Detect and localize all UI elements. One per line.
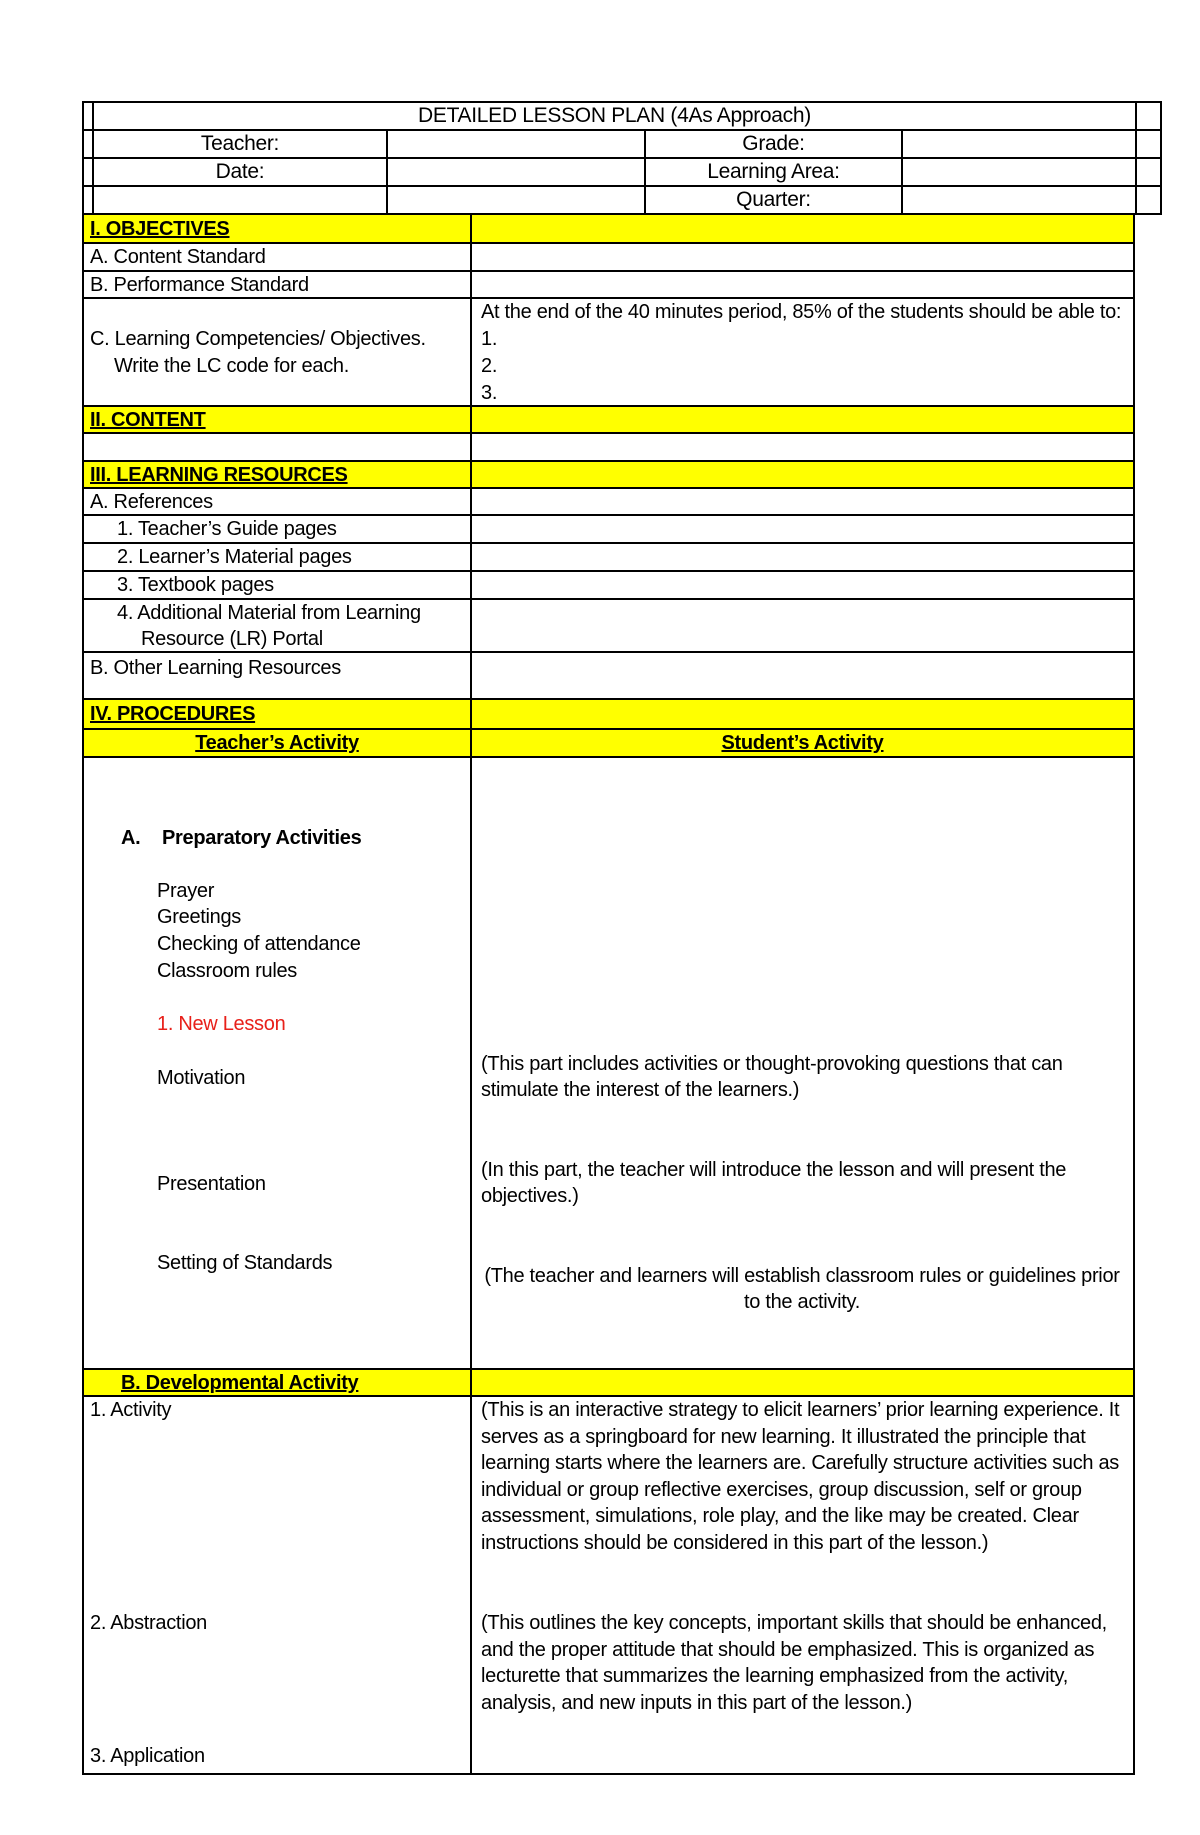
lesson-plan-title: DETAILED LESSON PLAN (4As Approach) bbox=[418, 104, 811, 127]
performance-standard-label: B. Performance Standard bbox=[90, 274, 309, 296]
learners-material-label: 2. Learner’s Material pages bbox=[117, 546, 352, 568]
prep-item: Checking of attendance bbox=[157, 933, 361, 955]
content-field[interactable] bbox=[472, 434, 1133, 460]
motivation-label: Motivation bbox=[157, 1067, 246, 1089]
prep-letter: A. bbox=[121, 827, 141, 849]
objective-item: 3. bbox=[481, 382, 498, 404]
prep-item: Prayer bbox=[157, 880, 215, 902]
learners-material-field[interactable] bbox=[472, 544, 1133, 570]
grade-label: Grade: bbox=[742, 132, 805, 155]
performance-standard-field[interactable] bbox=[472, 272, 1133, 297]
objective-item: 1. bbox=[481, 328, 498, 350]
grade-field[interactable] bbox=[903, 131, 1135, 157]
textbook-label: 3. Textbook pages bbox=[117, 574, 274, 596]
objectives-heading: I. OBJECTIVES bbox=[90, 218, 230, 240]
prep-item: Greetings bbox=[157, 906, 242, 928]
learning-area-field[interactable] bbox=[903, 159, 1135, 185]
activity-label: 1. Activity bbox=[90, 1399, 172, 1421]
new-lesson-label: 1. New Lesson bbox=[157, 1013, 286, 1035]
presentation-label: Presentation bbox=[157, 1173, 266, 1195]
competencies-label-line1: C. Learning Competencies/ Objectives. bbox=[90, 328, 426, 350]
textbook-field[interactable] bbox=[472, 572, 1133, 598]
presentation-description: (In this part, the teacher will introduce the lesson and will present the objectives.) bbox=[481, 1159, 1067, 1207]
teacher-label: Teacher: bbox=[200, 132, 280, 155]
additional-material-label-line1: 4. Additional Material from Learning bbox=[117, 602, 421, 624]
application-label: 3. Application bbox=[90, 1745, 205, 1767]
activity-description: (This is an interactive strategy to elicit learners’ prior learning experience. It serves as a springboard for new learning. It illustrated the principle that learning starts where the learners are. Carefully structure activities such as individual or group reflective exercises, group discussion, self or group assessment, simulations, role play, and the like may be created. Clear instructions should be considered in this part of the lesson.) bbox=[481, 1399, 1120, 1554]
competencies-label-line2: Write the LC code for each. bbox=[114, 355, 349, 377]
content-standard-field[interactable] bbox=[472, 244, 1133, 270]
quarter-label: Quarter: bbox=[736, 188, 811, 211]
teachers-guide-label: 1. Teacher’s Guide pages bbox=[117, 518, 337, 540]
developmental-heading: B. Developmental Activity bbox=[121, 1372, 359, 1394]
setting-standards-description: (The teacher and learners will establish classroom rules or guidelines prior to the activity. bbox=[484, 1265, 1120, 1313]
student-activity-header: Student’s Activity bbox=[721, 732, 884, 754]
abstraction-label: 2. Abstraction bbox=[90, 1612, 207, 1634]
prep-title: Preparatory Activities bbox=[162, 827, 362, 849]
objectives-bar bbox=[84, 215, 1135, 242]
abstraction-description: (This outlines the key concepts, important skills that should be enhanced, and the proper attitude that should be emphasized. This is organized as lecturette that summarizes the learning emphasized from the activity, analysis, and new inputs in this part of the lesson.) bbox=[481, 1612, 1107, 1714]
references-label: A. References bbox=[90, 491, 213, 513]
objective-item: 2. bbox=[481, 355, 498, 377]
teachers-guide-field[interactable] bbox=[472, 516, 1133, 542]
additional-material-label-line2: Resource (LR) Portal bbox=[141, 628, 323, 650]
content-heading: II. CONTENT bbox=[90, 409, 206, 431]
date-label: Date: bbox=[215, 160, 265, 183]
motivation-description: (This part includes activities or thought-provoking questions that can stimulate the interest of the learners.) bbox=[481, 1053, 1063, 1101]
quarter-field[interactable] bbox=[903, 187, 1135, 213]
resources-heading: III. LEARNING RESOURCES bbox=[90, 464, 348, 486]
teacher-activity-header: Teacher’s Activity bbox=[195, 732, 359, 754]
objectives-intro: At the end of the 40 minutes period, 85% of the students should be able to: bbox=[481, 301, 1122, 323]
learning-area-label: Learning Area: bbox=[707, 160, 840, 183]
content-standard-label: A. Content Standard bbox=[90, 246, 266, 268]
content-bar bbox=[84, 406, 1135, 432]
additional-material-field[interactable] bbox=[472, 600, 1133, 651]
teacher-field[interactable] bbox=[388, 131, 644, 157]
date-field[interactable] bbox=[388, 159, 644, 185]
other-resources-label: B. Other Learning Resources bbox=[90, 657, 341, 679]
prep-item: Classroom rules bbox=[157, 960, 297, 982]
other-resources-field[interactable] bbox=[472, 653, 1133, 698]
procedures-heading: IV. PROCEDURES bbox=[90, 703, 256, 725]
setting-standards-label: Setting of Standards bbox=[157, 1252, 333, 1274]
